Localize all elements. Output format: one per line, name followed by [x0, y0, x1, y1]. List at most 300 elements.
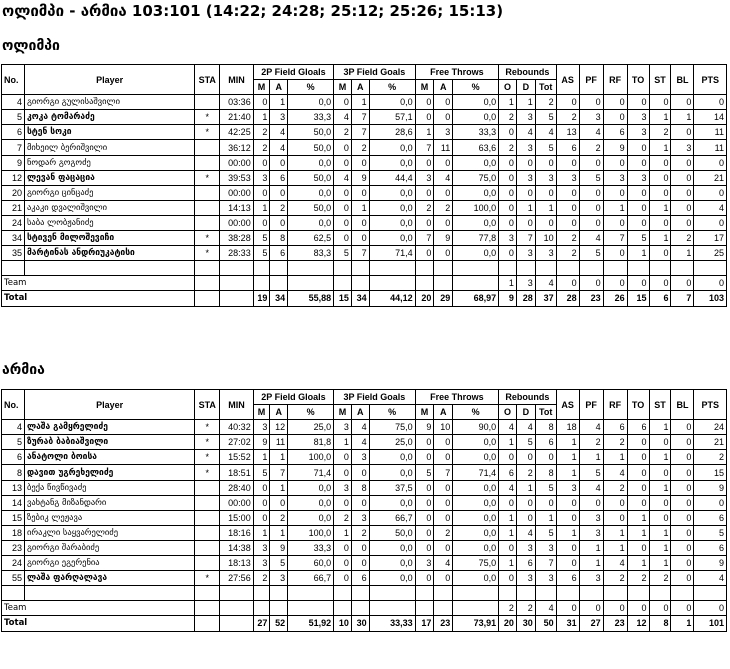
stat-mft: 0 — [415, 246, 434, 261]
stat-d: 5 — [516, 435, 535, 450]
stat-pft: 0,0 — [453, 110, 499, 125]
stat-rf: 0 — [603, 246, 627, 261]
stat-a2: 3 — [270, 571, 288, 586]
empty-cell — [220, 261, 253, 276]
game-title: ოლიმპი - არმია 103:101 (14:22; 24:28; 25:12; 25:26; 15:13) — [2, 2, 504, 20]
stat-p2: 100,0 — [288, 525, 334, 540]
stat-bl: 0 — [671, 540, 694, 555]
col-made: M — [334, 80, 352, 95]
stat-a3: 0 — [351, 215, 369, 230]
stat-mft: 0 — [415, 435, 434, 450]
team-stat-tot: 4 — [535, 276, 556, 291]
stat-aft: 4 — [434, 556, 453, 571]
empty-cell — [253, 586, 270, 601]
stat-m2: 0 — [253, 155, 270, 170]
stat-a2: 0 — [270, 185, 288, 200]
stat-m3: 2 — [334, 510, 352, 525]
player-row — [2, 170, 727, 185]
stat-p3: 0,0 — [369, 95, 415, 110]
stat-tot: 10 — [535, 231, 556, 246]
team-stat-pts: 0 — [694, 276, 727, 291]
empty-cell — [415, 261, 434, 276]
total-stat-tot: 50 — [535, 616, 556, 631]
stat-p3: 28,6 — [369, 125, 415, 140]
stat-mft: 0 — [415, 495, 434, 510]
player-name: ირაკლი საყვარელიძე — [24, 525, 194, 540]
stat-d: 0 — [516, 185, 535, 200]
stat-st: 0 — [649, 170, 671, 185]
stat-d: 7 — [516, 231, 535, 246]
stat-p2: 66,7 — [288, 571, 334, 586]
stat-a2: 4 — [270, 125, 288, 140]
starter-mark: * — [195, 450, 220, 465]
stat-d: 0 — [516, 510, 535, 525]
empty-cell — [556, 261, 579, 276]
total-stat-m2: 19 — [253, 291, 270, 306]
stat-a3: 0 — [351, 231, 369, 246]
player-row — [2, 556, 727, 571]
empty-cell — [671, 586, 694, 601]
stat-as: 2 — [556, 110, 579, 125]
col-pts: PTS — [694, 390, 727, 420]
stat-pf: 4 — [579, 125, 603, 140]
empty-cell — [415, 601, 434, 616]
empty-cell — [516, 261, 535, 276]
team-stat-rf: 0 — [603, 276, 627, 291]
stat-m2: 3 — [253, 556, 270, 571]
stat-d: 6 — [516, 556, 535, 571]
stat-m3: 3 — [334, 480, 352, 495]
stat-st: 2 — [649, 125, 671, 140]
empty-cell — [334, 261, 352, 276]
col-rebounds: Rebounds — [499, 65, 556, 80]
player-name: ზებიკ ლეჟავა — [24, 510, 194, 525]
player-number: 24 — [2, 556, 25, 571]
stat-tot: 0 — [535, 155, 556, 170]
stat-tot: 2 — [535, 95, 556, 110]
stat-mft: 9 — [415, 420, 434, 435]
stat-pts: 15 — [694, 465, 727, 480]
team-stat-to: 0 — [627, 276, 649, 291]
player-name: გიორგი ცინცაძე — [24, 185, 194, 200]
stat-as: 1 — [556, 465, 579, 480]
col-rf: RF — [603, 65, 627, 95]
stat-a3: 7 — [351, 110, 369, 125]
stat-aft: 0 — [434, 95, 453, 110]
stat-as: 3 — [556, 170, 579, 185]
stat-st: 2 — [649, 571, 671, 586]
stat-pts: 11 — [694, 140, 727, 155]
stat-d: 1 — [516, 200, 535, 215]
stat-tot: 0 — [535, 450, 556, 465]
empty-cell — [195, 261, 220, 276]
player-row — [2, 125, 727, 140]
stat-as: 0 — [556, 510, 579, 525]
stat-o: 4 — [499, 480, 517, 495]
stat-pf: 4 — [579, 231, 603, 246]
stat-a2: 6 — [270, 170, 288, 185]
stat-tot: 0 — [535, 215, 556, 230]
empty-cell — [220, 616, 253, 631]
stat-p3: 57,1 — [369, 110, 415, 125]
stat-o: 0 — [499, 540, 517, 555]
stat-m3: 2 — [334, 125, 352, 140]
stat-pft: 71,4 — [453, 465, 499, 480]
stat-p2: 50,0 — [288, 170, 334, 185]
stat-p2: 50,0 — [288, 140, 334, 155]
stat-m2: 0 — [253, 510, 270, 525]
stat-st: 1 — [649, 110, 671, 125]
col-pf: PF — [579, 65, 603, 95]
stat-p3: 0,0 — [369, 140, 415, 155]
minutes: 00:00 — [220, 495, 253, 510]
minutes: 14:38 — [220, 540, 253, 555]
stat-pf: 4 — [579, 480, 603, 495]
starter-mark — [195, 200, 220, 215]
box-score-table-home — [1, 64, 727, 307]
stat-tot: 5 — [535, 110, 556, 125]
stat-pf: 0 — [579, 155, 603, 170]
stat-a2: 7 — [270, 465, 288, 480]
col-pf: PF — [579, 390, 603, 420]
stat-p3: 0,0 — [369, 215, 415, 230]
stat-pft: 0,0 — [453, 540, 499, 555]
stat-m3: 1 — [334, 525, 352, 540]
stat-d: 3 — [516, 170, 535, 185]
player-name: ლაშა გამყრელიძე — [24, 420, 194, 435]
stat-mft: 0 — [415, 480, 434, 495]
stat-st: 0 — [649, 435, 671, 450]
stat-st: 1 — [649, 140, 671, 155]
empty-cell — [516, 586, 535, 601]
total-stat-bl: 7 — [671, 291, 694, 306]
player-number: 55 — [2, 571, 25, 586]
stat-p2: 0,0 — [288, 95, 334, 110]
col-percent: % — [288, 405, 334, 420]
stat-p3: 66,7 — [369, 510, 415, 525]
stat-mft: 0 — [415, 540, 434, 555]
team-stat-d: 3 — [516, 276, 535, 291]
stat-as: 0 — [556, 200, 579, 215]
starter-mark — [195, 480, 220, 495]
stat-to: 2 — [627, 571, 649, 586]
stat-pf: 1 — [579, 556, 603, 571]
stat-p3: 0,0 — [369, 231, 415, 246]
stat-st: 1 — [649, 480, 671, 495]
col-2p: 2P Field Gloals — [253, 390, 333, 405]
stat-mft: 0 — [415, 110, 434, 125]
stat-st: 1 — [649, 231, 671, 246]
stat-pft: 63,6 — [453, 140, 499, 155]
team-stat-as: 0 — [556, 276, 579, 291]
minutes: 39:53 — [220, 170, 253, 185]
stat-mft: 1 — [415, 125, 434, 140]
empty-cell — [288, 261, 334, 276]
player-row — [2, 495, 727, 510]
stat-pft: 100,0 — [453, 200, 499, 215]
stat-rf: 2 — [603, 571, 627, 586]
stat-m3: 0 — [334, 231, 352, 246]
stat-a3: 9 — [351, 170, 369, 185]
starter-mark: * — [195, 435, 220, 450]
stat-st: 0 — [649, 465, 671, 480]
player-row — [2, 110, 727, 125]
stat-p2: 0,0 — [288, 480, 334, 495]
player-name: ანატოლი ბოისა — [24, 450, 194, 465]
total-stat-a2: 34 — [270, 291, 288, 306]
player-name: კოკა ტომარაძე — [24, 110, 194, 125]
player-name: სტენ სოკი — [24, 125, 194, 140]
empty-cell — [453, 261, 499, 276]
empty-cell — [195, 616, 220, 631]
player-name: მიხეილ ბერიშვილი — [24, 140, 194, 155]
stat-tot: 3 — [535, 571, 556, 586]
stat-aft: 0 — [434, 246, 453, 261]
stat-d: 0 — [516, 495, 535, 510]
col-percent: % — [288, 80, 334, 95]
empty-cell — [603, 586, 627, 601]
stat-pf: 5 — [579, 246, 603, 261]
player-number: 5 — [2, 435, 25, 450]
empty-cell — [603, 261, 627, 276]
stat-to: 3 — [627, 110, 649, 125]
stat-mft: 0 — [415, 510, 434, 525]
stat-to: 0 — [627, 185, 649, 200]
col-3p: 3P Field Goals — [334, 65, 415, 80]
stat-m2: 2 — [253, 571, 270, 586]
player-number: 8 — [2, 465, 25, 480]
total-row — [2, 616, 727, 631]
player-row — [2, 435, 727, 450]
stat-a2: 12 — [270, 420, 288, 435]
stat-pts: 0 — [694, 155, 727, 170]
stat-m2: 1 — [253, 450, 270, 465]
stat-m3: 4 — [334, 110, 352, 125]
total-stat-m3: 10 — [334, 616, 352, 631]
col-defensive: D — [516, 80, 535, 95]
stat-st: 0 — [649, 95, 671, 110]
stat-a2: 8 — [270, 231, 288, 246]
stat-to: 0 — [627, 140, 649, 155]
empty-cell — [2, 586, 25, 601]
empty-cell — [220, 586, 253, 601]
stat-bl: 1 — [671, 110, 694, 125]
stat-st: 0 — [649, 510, 671, 525]
stat-tot: 8 — [535, 420, 556, 435]
stat-mft: 2 — [415, 200, 434, 215]
col-attempted: A — [351, 80, 369, 95]
stat-tot: 8 — [535, 465, 556, 480]
player-row — [2, 465, 727, 480]
stat-st: 1 — [649, 200, 671, 215]
stat-d: 4 — [516, 125, 535, 140]
col-percent: % — [369, 405, 415, 420]
stat-to: 3 — [627, 125, 649, 140]
team-stat-rf: 0 — [603, 601, 627, 616]
col-attempted: A — [434, 80, 453, 95]
col-pts: PTS — [694, 65, 727, 95]
player-name: გიორგი ეგერენია — [24, 556, 194, 571]
stat-p2: 60,0 — [288, 556, 334, 571]
minutes: 36:12 — [220, 140, 253, 155]
stat-pts: 21 — [694, 435, 727, 450]
stat-as: 0 — [556, 495, 579, 510]
stat-as: 0 — [556, 556, 579, 571]
player-number: 15 — [2, 510, 25, 525]
total-stat-a2: 52 — [270, 616, 288, 631]
stat-pft: 0,0 — [453, 155, 499, 170]
stat-d: 0 — [516, 155, 535, 170]
stat-m3: 0 — [334, 450, 352, 465]
stat-pts: 25 — [694, 246, 727, 261]
stat-pf: 5 — [579, 465, 603, 480]
empty-cell — [351, 601, 369, 616]
minutes: 00:00 — [220, 215, 253, 230]
stat-m3: 0 — [334, 495, 352, 510]
stat-as: 0 — [556, 540, 579, 555]
stat-p3: 37,5 — [369, 480, 415, 495]
stat-m2: 0 — [253, 215, 270, 230]
stat-m2: 0 — [253, 480, 270, 495]
col-rebounds: Rebounds — [499, 390, 556, 405]
stat-as: 2 — [556, 231, 579, 246]
col-ft: Free Throws — [415, 390, 499, 405]
stat-pft: 0,0 — [453, 571, 499, 586]
player-name: დავით უგრეხელიძე — [24, 465, 194, 480]
stat-a3: 7 — [351, 246, 369, 261]
starter-mark — [195, 215, 220, 230]
stat-mft: 0 — [415, 525, 434, 540]
stat-pft: 75,0 — [453, 556, 499, 571]
total-stat-p2: 51,92 — [288, 616, 334, 631]
stat-st: 0 — [649, 246, 671, 261]
stat-a3: 8 — [351, 480, 369, 495]
stat-a3: 7 — [351, 125, 369, 140]
stat-to: 0 — [627, 465, 649, 480]
stat-d: 3 — [516, 246, 535, 261]
empty-cell — [24, 261, 194, 276]
stat-a3: 0 — [351, 556, 369, 571]
stat-pts: 0 — [694, 95, 727, 110]
stat-pts: 0 — [694, 185, 727, 200]
starter-mark: * — [195, 420, 220, 435]
player-number: 13 — [2, 480, 25, 495]
stat-tot: 1 — [535, 510, 556, 525]
stat-o: 0 — [499, 170, 517, 185]
stat-pft: 0,0 — [453, 246, 499, 261]
minutes: 00:00 — [220, 185, 253, 200]
stat-bl: 0 — [671, 215, 694, 230]
stat-to: 3 — [627, 170, 649, 185]
stat-tot: 5 — [535, 480, 556, 495]
stat-m3: 0 — [334, 200, 352, 215]
stat-m2: 1 — [253, 110, 270, 125]
player-name: ვახტანგ მიზანდარი — [24, 495, 194, 510]
stat-p3: 0,0 — [369, 465, 415, 480]
stat-d: 1 — [516, 480, 535, 495]
stat-rf: 1 — [603, 540, 627, 555]
col-no: No. — [2, 65, 25, 95]
stat-p3: 71,4 — [369, 246, 415, 261]
stat-o: 0 — [499, 450, 517, 465]
stat-pft: 0,0 — [453, 435, 499, 450]
empty-cell — [288, 276, 334, 291]
stat-d: 3 — [516, 140, 535, 155]
stat-to: 1 — [627, 525, 649, 540]
stat-a3: 3 — [351, 510, 369, 525]
player-row — [2, 95, 727, 110]
empty-cell — [270, 601, 288, 616]
empty-cell — [24, 586, 194, 601]
stat-pts: 4 — [694, 200, 727, 215]
stat-a3: 2 — [351, 525, 369, 540]
stat-rf: 4 — [603, 556, 627, 571]
player-row — [2, 450, 727, 465]
stat-m2: 0 — [253, 495, 270, 510]
stat-to: 0 — [627, 480, 649, 495]
empty-cell — [195, 291, 220, 306]
stat-to: 5 — [627, 231, 649, 246]
stat-aft: 0 — [434, 495, 453, 510]
stat-st: 1 — [649, 450, 671, 465]
stat-p3: 0,0 — [369, 450, 415, 465]
stat-o: 0 — [499, 155, 517, 170]
empty-cell — [499, 261, 517, 276]
stat-mft: 5 — [415, 465, 434, 480]
stat-pft: 77,8 — [453, 231, 499, 246]
stat-tot: 6 — [535, 435, 556, 450]
player-row — [2, 525, 727, 540]
stat-pf: 2 — [579, 140, 603, 155]
stat-bl: 0 — [671, 465, 694, 480]
stat-to: 0 — [627, 155, 649, 170]
player-number: 24 — [2, 215, 25, 230]
stat-m2: 5 — [253, 246, 270, 261]
stat-m3: 0 — [334, 140, 352, 155]
empty-cell — [434, 276, 453, 291]
col-to: TO — [627, 390, 649, 420]
stat-bl: 3 — [671, 140, 694, 155]
col-player: Player — [24, 390, 194, 420]
stat-bl: 0 — [671, 556, 694, 571]
stat-o: 0 — [499, 215, 517, 230]
stat-o: 0 — [499, 125, 517, 140]
stat-pf: 0 — [579, 495, 603, 510]
stat-p2: 0,0 — [288, 215, 334, 230]
team-row-label: Team — [2, 601, 195, 616]
stat-a2: 1 — [270, 480, 288, 495]
stat-p3: 50,0 — [369, 525, 415, 540]
stat-st: 0 — [649, 215, 671, 230]
stat-as: 1 — [556, 435, 579, 450]
col-bl: BL — [671, 390, 694, 420]
empty-cell — [556, 586, 579, 601]
stat-p2: 0,0 — [288, 510, 334, 525]
col-no: No. — [2, 390, 25, 420]
stat-st: 0 — [649, 495, 671, 510]
stat-tot: 7 — [535, 556, 556, 571]
stat-pft: 0,0 — [453, 215, 499, 230]
empty-cell — [195, 276, 220, 291]
stat-rf: 1 — [603, 525, 627, 540]
stat-mft: 0 — [415, 95, 434, 110]
stat-to: 0 — [627, 200, 649, 215]
stat-bl: 0 — [671, 185, 694, 200]
stat-as: 6 — [556, 571, 579, 586]
stat-m2: 3 — [253, 170, 270, 185]
total-stat-pts: 103 — [694, 291, 727, 306]
stat-m2: 0 — [253, 95, 270, 110]
